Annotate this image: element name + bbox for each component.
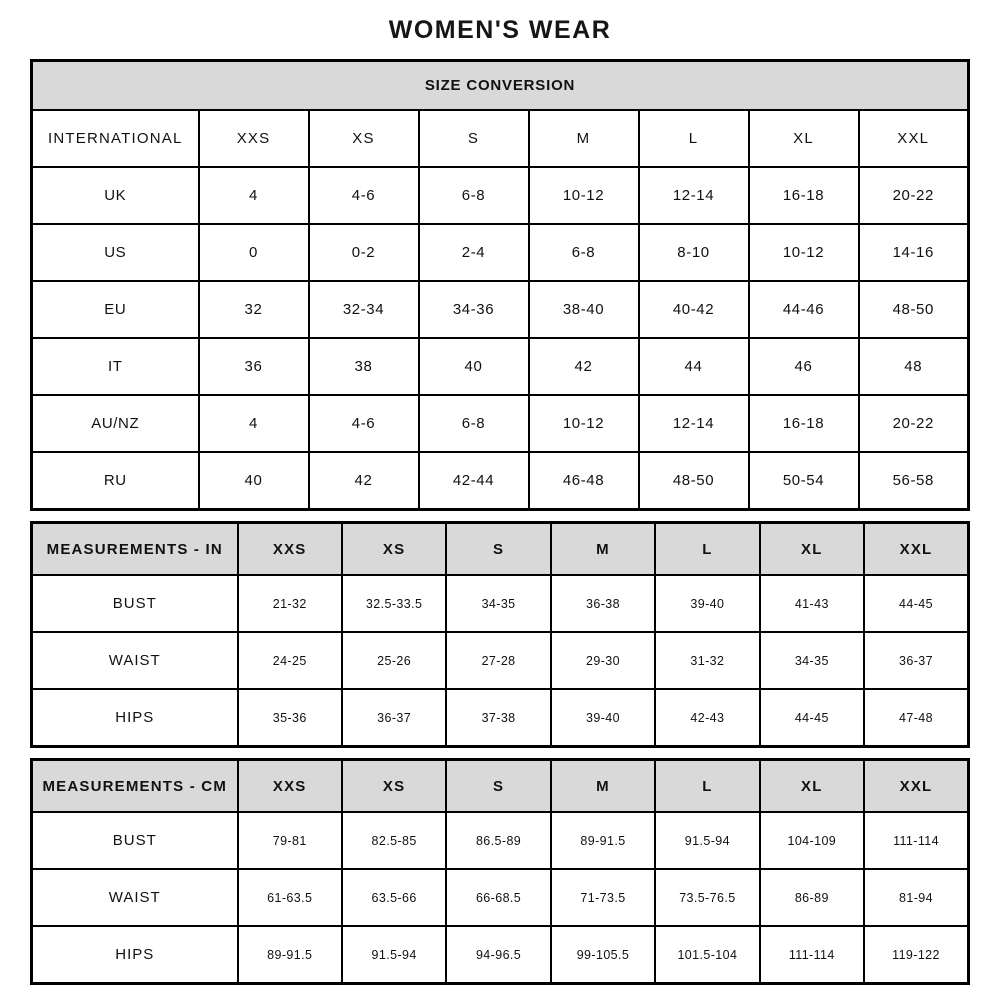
table-row xyxy=(32,338,969,395)
row-label: HIPS xyxy=(32,689,238,747)
table-cell: 44 xyxy=(639,338,749,395)
table-cell: 38-40 xyxy=(529,281,639,338)
measurements-cm-table xyxy=(30,758,970,985)
table-cell: 40-42 xyxy=(639,281,749,338)
table-row xyxy=(32,395,969,452)
table-cell: 39-40 xyxy=(551,689,655,747)
row-label: EU xyxy=(32,281,199,338)
table-cell: 61-63.5 xyxy=(238,869,342,926)
table-cell: 12-14 xyxy=(639,395,749,452)
table-cell: 29-30 xyxy=(551,632,655,689)
table-cell: 8-10 xyxy=(639,224,749,281)
measurements-in-table xyxy=(30,521,970,748)
table-cell: 86-89 xyxy=(760,869,864,926)
column-header: XS xyxy=(342,523,446,576)
row-label: BUST xyxy=(32,812,238,869)
table-row xyxy=(32,689,969,747)
table-cell: 35-36 xyxy=(238,689,342,747)
table-cell: 66-68.5 xyxy=(446,869,550,926)
table-cell: 46 xyxy=(749,338,859,395)
row-label: WAIST xyxy=(32,632,238,689)
table-cell: 42-44 xyxy=(419,452,529,510)
column-header: M xyxy=(551,760,655,813)
table-cell: 0 xyxy=(199,224,309,281)
table-cell: 81-94 xyxy=(864,869,968,926)
table-cell: 25-26 xyxy=(342,632,446,689)
column-header: S xyxy=(446,760,550,813)
table-cell: 24-25 xyxy=(238,632,342,689)
table-cell: 50-54 xyxy=(749,452,859,510)
table-cell: 94-96.5 xyxy=(446,926,550,984)
table-cell: 21-32 xyxy=(238,575,342,632)
table-cell: 89-91.5 xyxy=(238,926,342,984)
table-cell: 32 xyxy=(199,281,309,338)
table-cell: 6-8 xyxy=(529,224,639,281)
table-cell: 2-4 xyxy=(419,224,529,281)
column-header: M xyxy=(529,110,639,167)
table-row xyxy=(32,452,969,510)
column-header: XS xyxy=(342,760,446,813)
table-cell: 40 xyxy=(199,452,309,510)
table-cell: 12-14 xyxy=(639,167,749,224)
table-cell: 39-40 xyxy=(655,575,759,632)
column-header: S xyxy=(446,523,550,576)
table-cell: 82.5-85 xyxy=(342,812,446,869)
column-header: XXS xyxy=(199,110,309,167)
table-cell: 42-43 xyxy=(655,689,759,747)
table-cell: 104-109 xyxy=(760,812,864,869)
table-row xyxy=(32,632,969,689)
table-cell: 42 xyxy=(529,338,639,395)
table-cell: 48-50 xyxy=(859,281,969,338)
column-header: L xyxy=(639,110,749,167)
table-row xyxy=(32,575,969,632)
table-cell: 0-2 xyxy=(309,224,419,281)
table-cell: 48 xyxy=(859,338,969,395)
column-header: XL xyxy=(760,523,864,576)
column-header: XXL xyxy=(859,110,969,167)
table-cell: 73.5-76.5 xyxy=(655,869,759,926)
row-label: WAIST xyxy=(32,869,238,926)
column-header: XXS xyxy=(238,760,342,813)
table-cell: 32.5-33.5 xyxy=(342,575,446,632)
column-header: L xyxy=(655,760,759,813)
table-cell: 16-18 xyxy=(749,167,859,224)
table-cell: 6-8 xyxy=(419,167,529,224)
table-cell: 41-43 xyxy=(760,575,864,632)
table-cell: 34-35 xyxy=(760,632,864,689)
table-cell: 4 xyxy=(199,395,309,452)
table-row xyxy=(32,224,969,281)
row-label: RU xyxy=(32,452,199,510)
table-row xyxy=(32,926,969,984)
table-cell: 34-36 xyxy=(419,281,529,338)
row-label: BUST xyxy=(32,575,238,632)
column-header: XXL xyxy=(864,760,968,813)
table-cell: 20-22 xyxy=(859,395,969,452)
size-conversion-table xyxy=(30,59,970,511)
column-header: L xyxy=(655,523,759,576)
table-row xyxy=(32,869,969,926)
column-header-row xyxy=(32,760,969,813)
table-row xyxy=(32,167,969,224)
table-cell: 16-18 xyxy=(749,395,859,452)
table-cell: 42 xyxy=(309,452,419,510)
row-label: UK xyxy=(32,167,199,224)
table-cell: 46-48 xyxy=(529,452,639,510)
table-cell: 111-114 xyxy=(760,926,864,984)
row-label-header: MEASUREMENTS - IN xyxy=(32,523,238,576)
column-header: XL xyxy=(760,760,864,813)
table-cell: 44-45 xyxy=(760,689,864,747)
table-cell: 101.5-104 xyxy=(655,926,759,984)
row-label: IT xyxy=(32,338,199,395)
table-cell: 36-38 xyxy=(551,575,655,632)
table-cell: 6-8 xyxy=(419,395,529,452)
column-header-row xyxy=(32,523,969,576)
table-cell: 27-28 xyxy=(446,632,550,689)
table-title-row xyxy=(32,61,969,111)
page-title: WOMEN'S WEAR xyxy=(388,16,612,44)
size-conversion-title: SIZE CONVERSION xyxy=(32,61,969,111)
column-header: XS xyxy=(309,110,419,167)
table-cell: 10-12 xyxy=(529,395,639,452)
table-cell: 99-105.5 xyxy=(551,926,655,984)
column-header-row xyxy=(32,110,969,167)
table-cell: 20-22 xyxy=(859,167,969,224)
table-cell: 38 xyxy=(309,338,419,395)
row-label: US xyxy=(32,224,199,281)
table-cell: 31-32 xyxy=(655,632,759,689)
column-header: XXL xyxy=(864,523,968,576)
table-cell: 4 xyxy=(199,167,309,224)
table-cell: 36-37 xyxy=(864,632,968,689)
table-cell: 10-12 xyxy=(749,224,859,281)
table-cell: 79-81 xyxy=(238,812,342,869)
row-label: AU/NZ xyxy=(32,395,199,452)
table-cell: 36 xyxy=(199,338,309,395)
row-label-header: MEASUREMENTS - CM xyxy=(32,760,238,813)
table-cell: 89-91.5 xyxy=(551,812,655,869)
table-cell: 32-34 xyxy=(309,281,419,338)
table-cell: 91.5-94 xyxy=(342,926,446,984)
table-cell: 37-38 xyxy=(446,689,550,747)
table-cell: 56-58 xyxy=(859,452,969,510)
table-cell: 4-6 xyxy=(309,395,419,452)
table-cell: 10-12 xyxy=(529,167,639,224)
table-cell: 40 xyxy=(419,338,529,395)
table-row xyxy=(32,812,969,869)
table-cell: 91.5-94 xyxy=(655,812,759,869)
column-header: S xyxy=(419,110,529,167)
table-cell: 4-6 xyxy=(309,167,419,224)
column-header: M xyxy=(551,523,655,576)
table-cell: 36-37 xyxy=(342,689,446,747)
table-cell: 86.5-89 xyxy=(446,812,550,869)
table-row xyxy=(32,281,969,338)
table-cell: 71-73.5 xyxy=(551,869,655,926)
table-cell: 111-114 xyxy=(864,812,968,869)
table-cell: 119-122 xyxy=(864,926,968,984)
table-cell: 44-46 xyxy=(749,281,859,338)
column-header: XXS xyxy=(238,523,342,576)
row-label-header: INTERNATIONAL xyxy=(32,110,199,167)
table-cell: 63.5-66 xyxy=(342,869,446,926)
table-cell: 14-16 xyxy=(859,224,969,281)
row-label: HIPS xyxy=(32,926,238,984)
table-cell: 34-35 xyxy=(446,575,550,632)
column-header: XL xyxy=(749,110,859,167)
table-cell: 48-50 xyxy=(639,452,749,510)
table-cell: 47-48 xyxy=(864,689,968,747)
table-cell: 44-45 xyxy=(864,575,968,632)
